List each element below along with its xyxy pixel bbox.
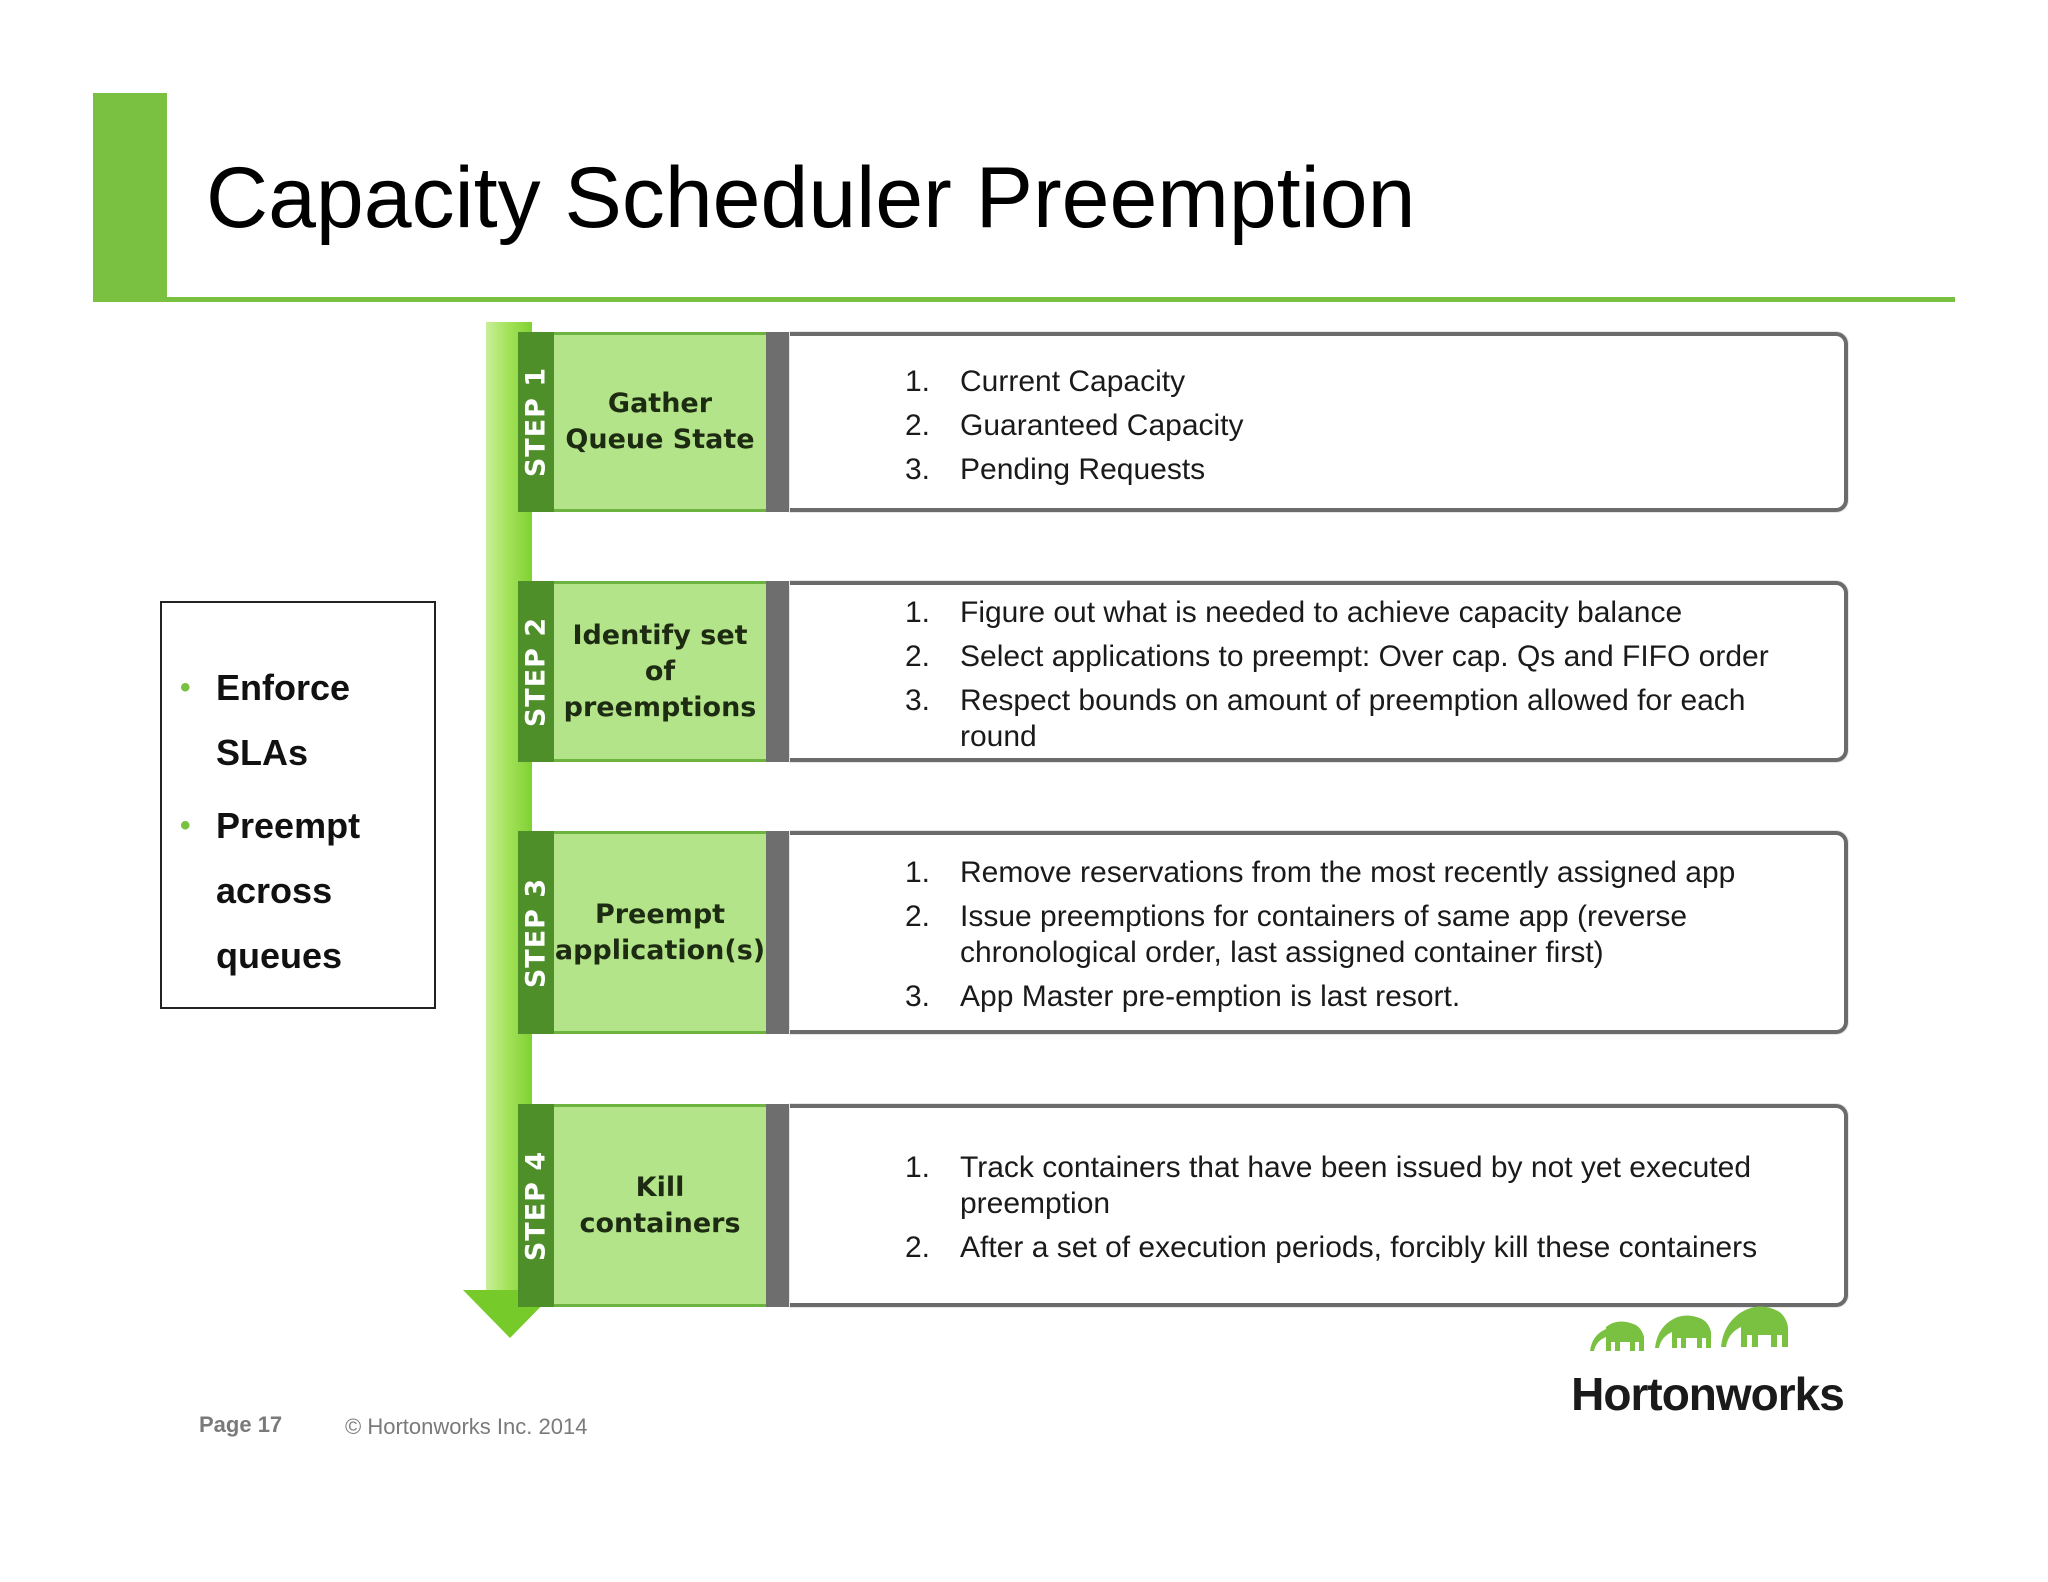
goals-list — [180, 655, 430, 996]
step-tab: STEP 1 — [518, 332, 554, 512]
step-tab: STEP 2 — [518, 581, 554, 762]
step-detail-box — [790, 1104, 1848, 1307]
step-detail-box — [790, 332, 1848, 512]
list-item: 1. Track containers that have been issued by not yet executed preemption — [904, 1151, 1752, 1220]
goal-item: • Preempt across queues — [180, 793, 430, 988]
page-number: Page 17 — [199, 1412, 283, 1437]
list-item: 2. Guaranteed Capacity — [904, 409, 1244, 442]
step-1 — [518, 332, 1848, 512]
step-items — [890, 1150, 1804, 1274]
step-detail-box — [790, 831, 1848, 1034]
step-items — [890, 595, 1804, 763]
copyright: © Hortonworks Inc. 2014 — [345, 1414, 588, 1439]
list-item: 3. App Master pre-emption is last resort. — [904, 980, 1461, 1013]
step-4 — [518, 1104, 1848, 1307]
list-item: 2. Issue preemptions for containers of same app (reverse chronological order, last assigned container first) — [904, 900, 1688, 969]
page-title: Capacity Scheduler Preemption — [206, 150, 1416, 246]
goal-item: • Enforce SLAs — [180, 655, 430, 785]
step-items — [890, 855, 1804, 1023]
list-item: 3. Respect bounds on amount of preemption allowed for each round — [904, 684, 1746, 753]
step-items — [890, 364, 1804, 496]
logo-text: Hortonworks — [1571, 1368, 1844, 1420]
elephants-icon — [1570, 1305, 1845, 1375]
step-2 — [518, 581, 1848, 762]
list-item: 1. Remove reservations from the most recently assigned app — [904, 856, 1736, 889]
step-tab: STEP 3 — [518, 831, 554, 1034]
step-label: Gather Queue State — [554, 332, 766, 512]
step-detail-box — [790, 581, 1848, 762]
list-item: 1. Figure out what is needed to achieve capacity balance — [904, 596, 1683, 629]
step-label: Kill containers — [554, 1104, 766, 1307]
title-underline — [93, 297, 1955, 302]
list-item: 1. Current Capacity — [904, 365, 1186, 398]
list-item: 2. Select applications to preempt: Over cap. Qs and FIFO order — [904, 640, 1769, 673]
list-item: 3. Pending Requests — [904, 453, 1206, 486]
step-label: Identify set of preemptions — [554, 581, 766, 762]
title-accent-bar — [93, 93, 167, 300]
hortonworks-logo — [1570, 1305, 1845, 1420]
list-item: 2. After a set of execution periods, forcibly kill these containers — [904, 1231, 1758, 1264]
step-3 — [518, 831, 1848, 1034]
step-label: Preempt application(s) — [554, 831, 766, 1034]
step-tab: STEP 4 — [518, 1104, 554, 1307]
goals-box — [160, 601, 436, 1009]
